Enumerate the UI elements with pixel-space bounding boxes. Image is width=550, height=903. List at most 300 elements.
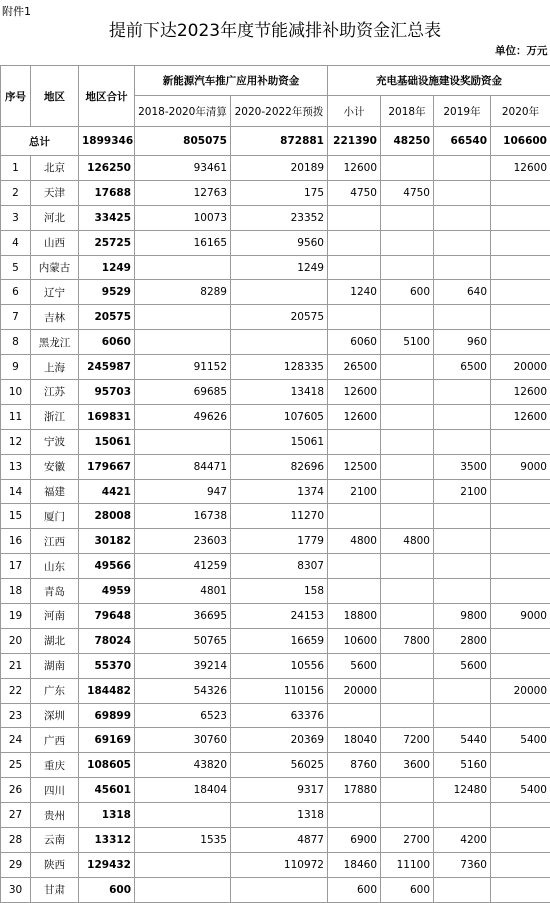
cell-2020: 12600 — [491, 404, 550, 429]
cell-region-total: 28008 — [79, 504, 135, 529]
cell-charge-subtotal: 20000 — [328, 678, 381, 703]
cell-nev-2018-2020 — [135, 852, 231, 877]
cell-2019 — [434, 180, 491, 205]
cell-nev-2020-2022: 4877 — [231, 828, 328, 853]
header-nev-2020-2022: 2020-2022年预拨 — [231, 96, 328, 127]
header-2018: 2018年 — [381, 96, 434, 127]
cell-seq: 16 — [1, 529, 31, 554]
cell-2020 — [491, 753, 550, 778]
cell-nev-2018-2020: 39214 — [135, 653, 231, 678]
attachment-label: 附件1 — [2, 3, 31, 19]
cell-seq: 6 — [1, 280, 31, 305]
cell-region: 江苏 — [31, 380, 79, 405]
cell-nev-2018-2020: 30760 — [135, 728, 231, 753]
cell-region: 上海 — [31, 355, 79, 380]
cell-nev-2020-2022: 20575 — [231, 305, 328, 330]
cell-seq: 26 — [1, 778, 31, 803]
cell-region-total: 169831 — [79, 404, 135, 429]
header-region-total: 地区合计 — [79, 66, 135, 127]
cell-region: 山东 — [31, 554, 79, 579]
cell-region: 深圳 — [31, 703, 79, 728]
cell-region: 贵州 — [31, 803, 79, 828]
cell-nev-2020-2022: 24153 — [231, 604, 328, 629]
cell-seq: 15 — [1, 504, 31, 529]
cell-2020 — [491, 554, 550, 579]
cell-charge-subtotal — [328, 255, 381, 280]
cell-seq: 19 — [1, 604, 31, 629]
cell-2020: 12600 — [491, 380, 550, 405]
cell-nev-2020-2022: 128335 — [231, 355, 328, 380]
cell-nev-2018-2020: 12763 — [135, 180, 231, 205]
header-nev-2018-2020: 2018-2020年清算 — [135, 96, 231, 127]
cell-2019: 2100 — [434, 479, 491, 504]
cell-charge-subtotal: 5600 — [328, 653, 381, 678]
table-row — [1, 579, 550, 604]
cell-2019 — [434, 255, 491, 280]
cell-charge-subtotal — [328, 579, 381, 604]
cell-2018: 600 — [381, 280, 434, 305]
cell-nev-2018-2020: 10073 — [135, 205, 231, 230]
table-row — [1, 604, 550, 629]
cell-2020 — [491, 255, 550, 280]
cell-2019 — [434, 554, 491, 579]
table-row — [1, 504, 550, 529]
cell-2019 — [434, 579, 491, 604]
cell-2018 — [381, 255, 434, 280]
cell-2019: 5160 — [434, 753, 491, 778]
cell-nev-2020-2022: 11270 — [231, 504, 328, 529]
cell-seq: 3 — [1, 205, 31, 230]
cell-nev-2018-2020: 6523 — [135, 703, 231, 728]
cell-region: 湖北 — [31, 628, 79, 653]
cell-2020 — [491, 852, 550, 877]
cell-2018 — [381, 653, 434, 678]
cell-charge-subtotal: 600 — [328, 877, 381, 902]
cell-2020 — [491, 180, 550, 205]
cell-charge-subtotal: 18460 — [328, 852, 381, 877]
cell-seq: 1 — [1, 156, 31, 181]
cell-2020 — [491, 628, 550, 653]
cell-2018: 600 — [381, 877, 434, 902]
total-label: 总计 — [1, 127, 79, 156]
cell-seq: 25 — [1, 753, 31, 778]
cell-2019: 5600 — [434, 653, 491, 678]
table-row — [1, 479, 550, 504]
cell-2019: 7360 — [434, 852, 491, 877]
cell-region: 黑龙江 — [31, 330, 79, 355]
cell-nev-2020-2022: 20189 — [231, 156, 328, 181]
cell-seq: 28 — [1, 828, 31, 853]
cell-region-total: 6060 — [79, 330, 135, 355]
cell-2020: 20000 — [491, 678, 550, 703]
cell-region: 四川 — [31, 778, 79, 803]
table-row — [1, 205, 550, 230]
cell-2018: 7200 — [381, 728, 434, 753]
cell-charge-subtotal: 17880 — [328, 778, 381, 803]
total-row — [1, 127, 550, 156]
cell-2019: 9800 — [434, 604, 491, 629]
cell-region-total: 69169 — [79, 728, 135, 753]
cell-2019: 6500 — [434, 355, 491, 380]
cell-region: 辽宁 — [31, 280, 79, 305]
cell-nev-2020-2022: 9560 — [231, 230, 328, 255]
cell-nev-2018-2020: 41259 — [135, 554, 231, 579]
cell-region: 宁波 — [31, 429, 79, 454]
cell-2019 — [434, 305, 491, 330]
total-region-total: 1899346 — [79, 127, 135, 156]
cell-nev-2018-2020: 49626 — [135, 404, 231, 429]
cell-nev-2020-2022 — [231, 877, 328, 902]
cell-2018 — [381, 479, 434, 504]
cell-2020: 9000 — [491, 604, 550, 629]
header-charge-subtotal: 小计 — [328, 96, 381, 127]
cell-nev-2020-2022 — [231, 330, 328, 355]
cell-2018 — [381, 230, 434, 255]
cell-region-total: 69899 — [79, 703, 135, 728]
cell-2018 — [381, 678, 434, 703]
table-row — [1, 305, 550, 330]
cell-2019 — [434, 529, 491, 554]
table-row — [1, 877, 550, 902]
cell-2018 — [381, 604, 434, 629]
cell-2019: 960 — [434, 330, 491, 355]
cell-charge-subtotal: 18800 — [328, 604, 381, 629]
cell-nev-2020-2022: 1779 — [231, 529, 328, 554]
cell-2018: 7800 — [381, 628, 434, 653]
cell-nev-2018-2020: 1535 — [135, 828, 231, 853]
cell-charge-subtotal: 6060 — [328, 330, 381, 355]
cell-seq: 10 — [1, 380, 31, 405]
cell-2020 — [491, 305, 550, 330]
cell-2020 — [491, 703, 550, 728]
cell-2018 — [381, 703, 434, 728]
cell-nev-2020-2022: 1249 — [231, 255, 328, 280]
cell-2020: 5400 — [491, 728, 550, 753]
table-row — [1, 778, 550, 803]
cell-nev-2020-2022: 20369 — [231, 728, 328, 753]
cell-2019: 4200 — [434, 828, 491, 853]
cell-2018: 4800 — [381, 529, 434, 554]
cell-charge-subtotal — [328, 554, 381, 579]
cell-region-total: 45601 — [79, 778, 135, 803]
cell-charge-subtotal: 12500 — [328, 454, 381, 479]
cell-charge-subtotal — [328, 504, 381, 529]
cell-nev-2020-2022: 1318 — [231, 803, 328, 828]
cell-2018: 11100 — [381, 852, 434, 877]
table-row — [1, 230, 550, 255]
cell-2020 — [491, 280, 550, 305]
table-row — [1, 703, 550, 728]
header-region: 地区 — [31, 66, 79, 127]
cell-region-total: 15061 — [79, 429, 135, 454]
table-row — [1, 728, 550, 753]
cell-charge-subtotal: 18040 — [328, 728, 381, 753]
cell-2019 — [434, 380, 491, 405]
cell-seq: 8 — [1, 330, 31, 355]
cell-region-total: 4421 — [79, 479, 135, 504]
cell-region-total: 1249 — [79, 255, 135, 280]
cell-2020 — [491, 828, 550, 853]
cell-region: 吉林 — [31, 305, 79, 330]
cell-region-total: 20575 — [79, 305, 135, 330]
table-row — [1, 355, 550, 380]
cell-2018 — [381, 579, 434, 604]
cell-2019 — [434, 504, 491, 529]
cell-nev-2020-2022: 8307 — [231, 554, 328, 579]
cell-2018 — [381, 404, 434, 429]
cell-nev-2018-2020 — [135, 429, 231, 454]
unit-label: 单位：万元 — [1, 35, 550, 66]
cell-2020 — [491, 653, 550, 678]
cell-region: 河北 — [31, 205, 79, 230]
cell-seq: 30 — [1, 877, 31, 902]
cell-region: 北京 — [31, 156, 79, 181]
cell-2020 — [491, 479, 550, 504]
cell-charge-subtotal: 2100 — [328, 479, 381, 504]
cell-2019: 640 — [434, 280, 491, 305]
header-2019: 2019年 — [434, 96, 491, 127]
cell-nev-2020-2022: 175 — [231, 180, 328, 205]
cell-seq: 23 — [1, 703, 31, 728]
cell-region: 甘肃 — [31, 877, 79, 902]
table-row — [1, 554, 550, 579]
cell-seq: 20 — [1, 628, 31, 653]
cell-seq: 29 — [1, 852, 31, 877]
cell-2018 — [381, 803, 434, 828]
cell-region: 山西 — [31, 230, 79, 255]
cell-region-total: 108605 — [79, 753, 135, 778]
table-row — [1, 180, 550, 205]
cell-nev-2018-2020: 18404 — [135, 778, 231, 803]
total-nev-2020-2022: 872881 — [231, 127, 328, 156]
cell-nev-2018-2020 — [135, 305, 231, 330]
cell-region-total: 600 — [79, 877, 135, 902]
cell-charge-subtotal: 1240 — [328, 280, 381, 305]
cell-nev-2020-2022: 9317 — [231, 778, 328, 803]
cell-region-total: 33425 — [79, 205, 135, 230]
cell-2019: 2800 — [434, 628, 491, 653]
cell-region: 天津 — [31, 180, 79, 205]
cell-nev-2018-2020: 16738 — [135, 504, 231, 529]
cell-2019 — [434, 803, 491, 828]
cell-nev-2020-2022: 107605 — [231, 404, 328, 429]
cell-2018 — [381, 380, 434, 405]
table-row — [1, 380, 550, 405]
cell-charge-subtotal: 12600 — [328, 404, 381, 429]
total-nev-2018-2020: 805075 — [135, 127, 231, 156]
cell-nev-2018-2020: 54326 — [135, 678, 231, 703]
cell-2019: 3500 — [434, 454, 491, 479]
cell-nev-2020-2022: 10556 — [231, 653, 328, 678]
cell-nev-2020-2022: 56025 — [231, 753, 328, 778]
cell-2018: 5100 — [381, 330, 434, 355]
table-row — [1, 828, 550, 853]
cell-2018 — [381, 355, 434, 380]
cell-nev-2020-2022: 16659 — [231, 628, 328, 653]
cell-region: 广东 — [31, 678, 79, 703]
cell-nev-2018-2020: 43820 — [135, 753, 231, 778]
cell-region-total: 13312 — [79, 828, 135, 853]
cell-charge-subtotal: 4750 — [328, 180, 381, 205]
cell-seq: 2 — [1, 180, 31, 205]
cell-charge-subtotal — [328, 305, 381, 330]
cell-2018 — [381, 305, 434, 330]
cell-region-total: 55370 — [79, 653, 135, 678]
cell-region: 河南 — [31, 604, 79, 629]
cell-nev-2018-2020: 91152 — [135, 355, 231, 380]
cell-region-total: 78024 — [79, 628, 135, 653]
cell-2018: 4750 — [381, 180, 434, 205]
cell-seq: 9 — [1, 355, 31, 380]
cell-nev-2018-2020: 84471 — [135, 454, 231, 479]
cell-region-total: 126250 — [79, 156, 135, 181]
cell-2019: 5440 — [434, 728, 491, 753]
page-title: 提前下达2023年度节能减排补助资金汇总表 — [0, 16, 550, 41]
cell-2020: 5400 — [491, 778, 550, 803]
cell-2019 — [434, 230, 491, 255]
cell-region-total: 95703 — [79, 380, 135, 405]
cell-charge-subtotal: 26500 — [328, 355, 381, 380]
cell-2020: 12600 — [491, 156, 550, 181]
cell-2019 — [434, 877, 491, 902]
cell-2019 — [434, 156, 491, 181]
cell-region: 广西 — [31, 728, 79, 753]
cell-nev-2020-2022: 23352 — [231, 205, 328, 230]
cell-region-total: 9529 — [79, 280, 135, 305]
cell-2020: 20000 — [491, 355, 550, 380]
table-row — [1, 529, 550, 554]
cell-nev-2020-2022 — [231, 280, 328, 305]
cell-2020 — [491, 877, 550, 902]
cell-2020 — [491, 579, 550, 604]
cell-nev-2018-2020: 50765 — [135, 628, 231, 653]
cell-seq: 12 — [1, 429, 31, 454]
cell-seq: 11 — [1, 404, 31, 429]
cell-nev-2018-2020 — [135, 877, 231, 902]
cell-nev-2020-2022: 63376 — [231, 703, 328, 728]
cell-2019 — [434, 678, 491, 703]
cell-region: 内蒙古 — [31, 255, 79, 280]
cell-nev-2018-2020 — [135, 330, 231, 355]
table-row — [1, 653, 550, 678]
cell-charge-subtotal: 12600 — [328, 156, 381, 181]
cell-region-total: 4959 — [79, 579, 135, 604]
table-row — [1, 156, 550, 181]
cell-seq: 17 — [1, 554, 31, 579]
cell-charge-subtotal: 10600 — [328, 628, 381, 653]
cell-region-total: 25725 — [79, 230, 135, 255]
cell-region: 安徽 — [31, 454, 79, 479]
table-row — [1, 753, 550, 778]
cell-charge-subtotal: 6900 — [328, 828, 381, 853]
cell-charge-subtotal: 12600 — [328, 380, 381, 405]
cell-region-total: 129432 — [79, 852, 135, 877]
cell-seq: 27 — [1, 803, 31, 828]
cell-seq: 14 — [1, 479, 31, 504]
table-row — [1, 678, 550, 703]
cell-nev-2018-2020: 8289 — [135, 280, 231, 305]
cell-2018 — [381, 778, 434, 803]
cell-region-total: 30182 — [79, 529, 135, 554]
cell-2018 — [381, 429, 434, 454]
table-row — [1, 852, 550, 877]
cell-seq: 7 — [1, 305, 31, 330]
cell-2020 — [491, 504, 550, 529]
cell-2018 — [381, 205, 434, 230]
table-row — [1, 330, 550, 355]
header-seq: 序号 — [1, 66, 31, 127]
cell-region: 湖南 — [31, 653, 79, 678]
cell-charge-subtotal — [328, 205, 381, 230]
cell-seq: 5 — [1, 255, 31, 280]
table-row — [1, 454, 550, 479]
cell-nev-2018-2020: 947 — [135, 479, 231, 504]
cell-charge-subtotal — [328, 230, 381, 255]
cell-region: 浙江 — [31, 404, 79, 429]
cell-2018 — [381, 454, 434, 479]
table-row — [1, 429, 550, 454]
cell-region-total: 49566 — [79, 554, 135, 579]
cell-seq: 18 — [1, 579, 31, 604]
table-row — [1, 255, 550, 280]
total-charge-subtotal: 221390 — [328, 127, 381, 156]
cell-2018: 2700 — [381, 828, 434, 853]
cell-seq: 22 — [1, 678, 31, 703]
cell-nev-2018-2020 — [135, 255, 231, 280]
cell-2019 — [434, 404, 491, 429]
cell-charge-subtotal — [328, 429, 381, 454]
cell-2020 — [491, 230, 550, 255]
cell-2018 — [381, 504, 434, 529]
cell-nev-2020-2022: 82696 — [231, 454, 328, 479]
cell-nev-2018-2020: 69685 — [135, 380, 231, 405]
cell-2020 — [491, 429, 550, 454]
cell-2018 — [381, 156, 434, 181]
cell-region-total: 179667 — [79, 454, 135, 479]
cell-region: 青岛 — [31, 579, 79, 604]
cell-nev-2020-2022: 110156 — [231, 678, 328, 703]
cell-nev-2020-2022: 15061 — [231, 429, 328, 454]
cell-charge-subtotal: 4800 — [328, 529, 381, 554]
cell-2020 — [491, 803, 550, 828]
cell-seq: 24 — [1, 728, 31, 753]
cell-region: 陕西 — [31, 852, 79, 877]
total-2019: 66540 — [434, 127, 491, 156]
cell-2019 — [434, 429, 491, 454]
cell-charge-subtotal — [328, 803, 381, 828]
cell-region-total: 17688 — [79, 180, 135, 205]
cell-region-total: 79648 — [79, 604, 135, 629]
cell-region: 重庆 — [31, 753, 79, 778]
cell-region-total: 1318 — [79, 803, 135, 828]
cell-nev-2018-2020: 16165 — [135, 230, 231, 255]
cell-region: 江西 — [31, 529, 79, 554]
cell-nev-2018-2020: 23603 — [135, 529, 231, 554]
total-2018: 48250 — [381, 127, 434, 156]
cell-2019 — [434, 205, 491, 230]
cell-2018: 3600 — [381, 753, 434, 778]
funding-summary-table — [0, 35, 550, 903]
cell-seq: 21 — [1, 653, 31, 678]
cell-region: 云南 — [31, 828, 79, 853]
cell-seq: 4 — [1, 230, 31, 255]
table-row — [1, 628, 550, 653]
cell-nev-2018-2020: 4801 — [135, 579, 231, 604]
cell-region: 福建 — [31, 479, 79, 504]
cell-nev-2018-2020: 93461 — [135, 156, 231, 181]
cell-2019: 12480 — [434, 778, 491, 803]
header-nev-group: 新能源汽车推广应用补助资金 — [135, 66, 328, 96]
